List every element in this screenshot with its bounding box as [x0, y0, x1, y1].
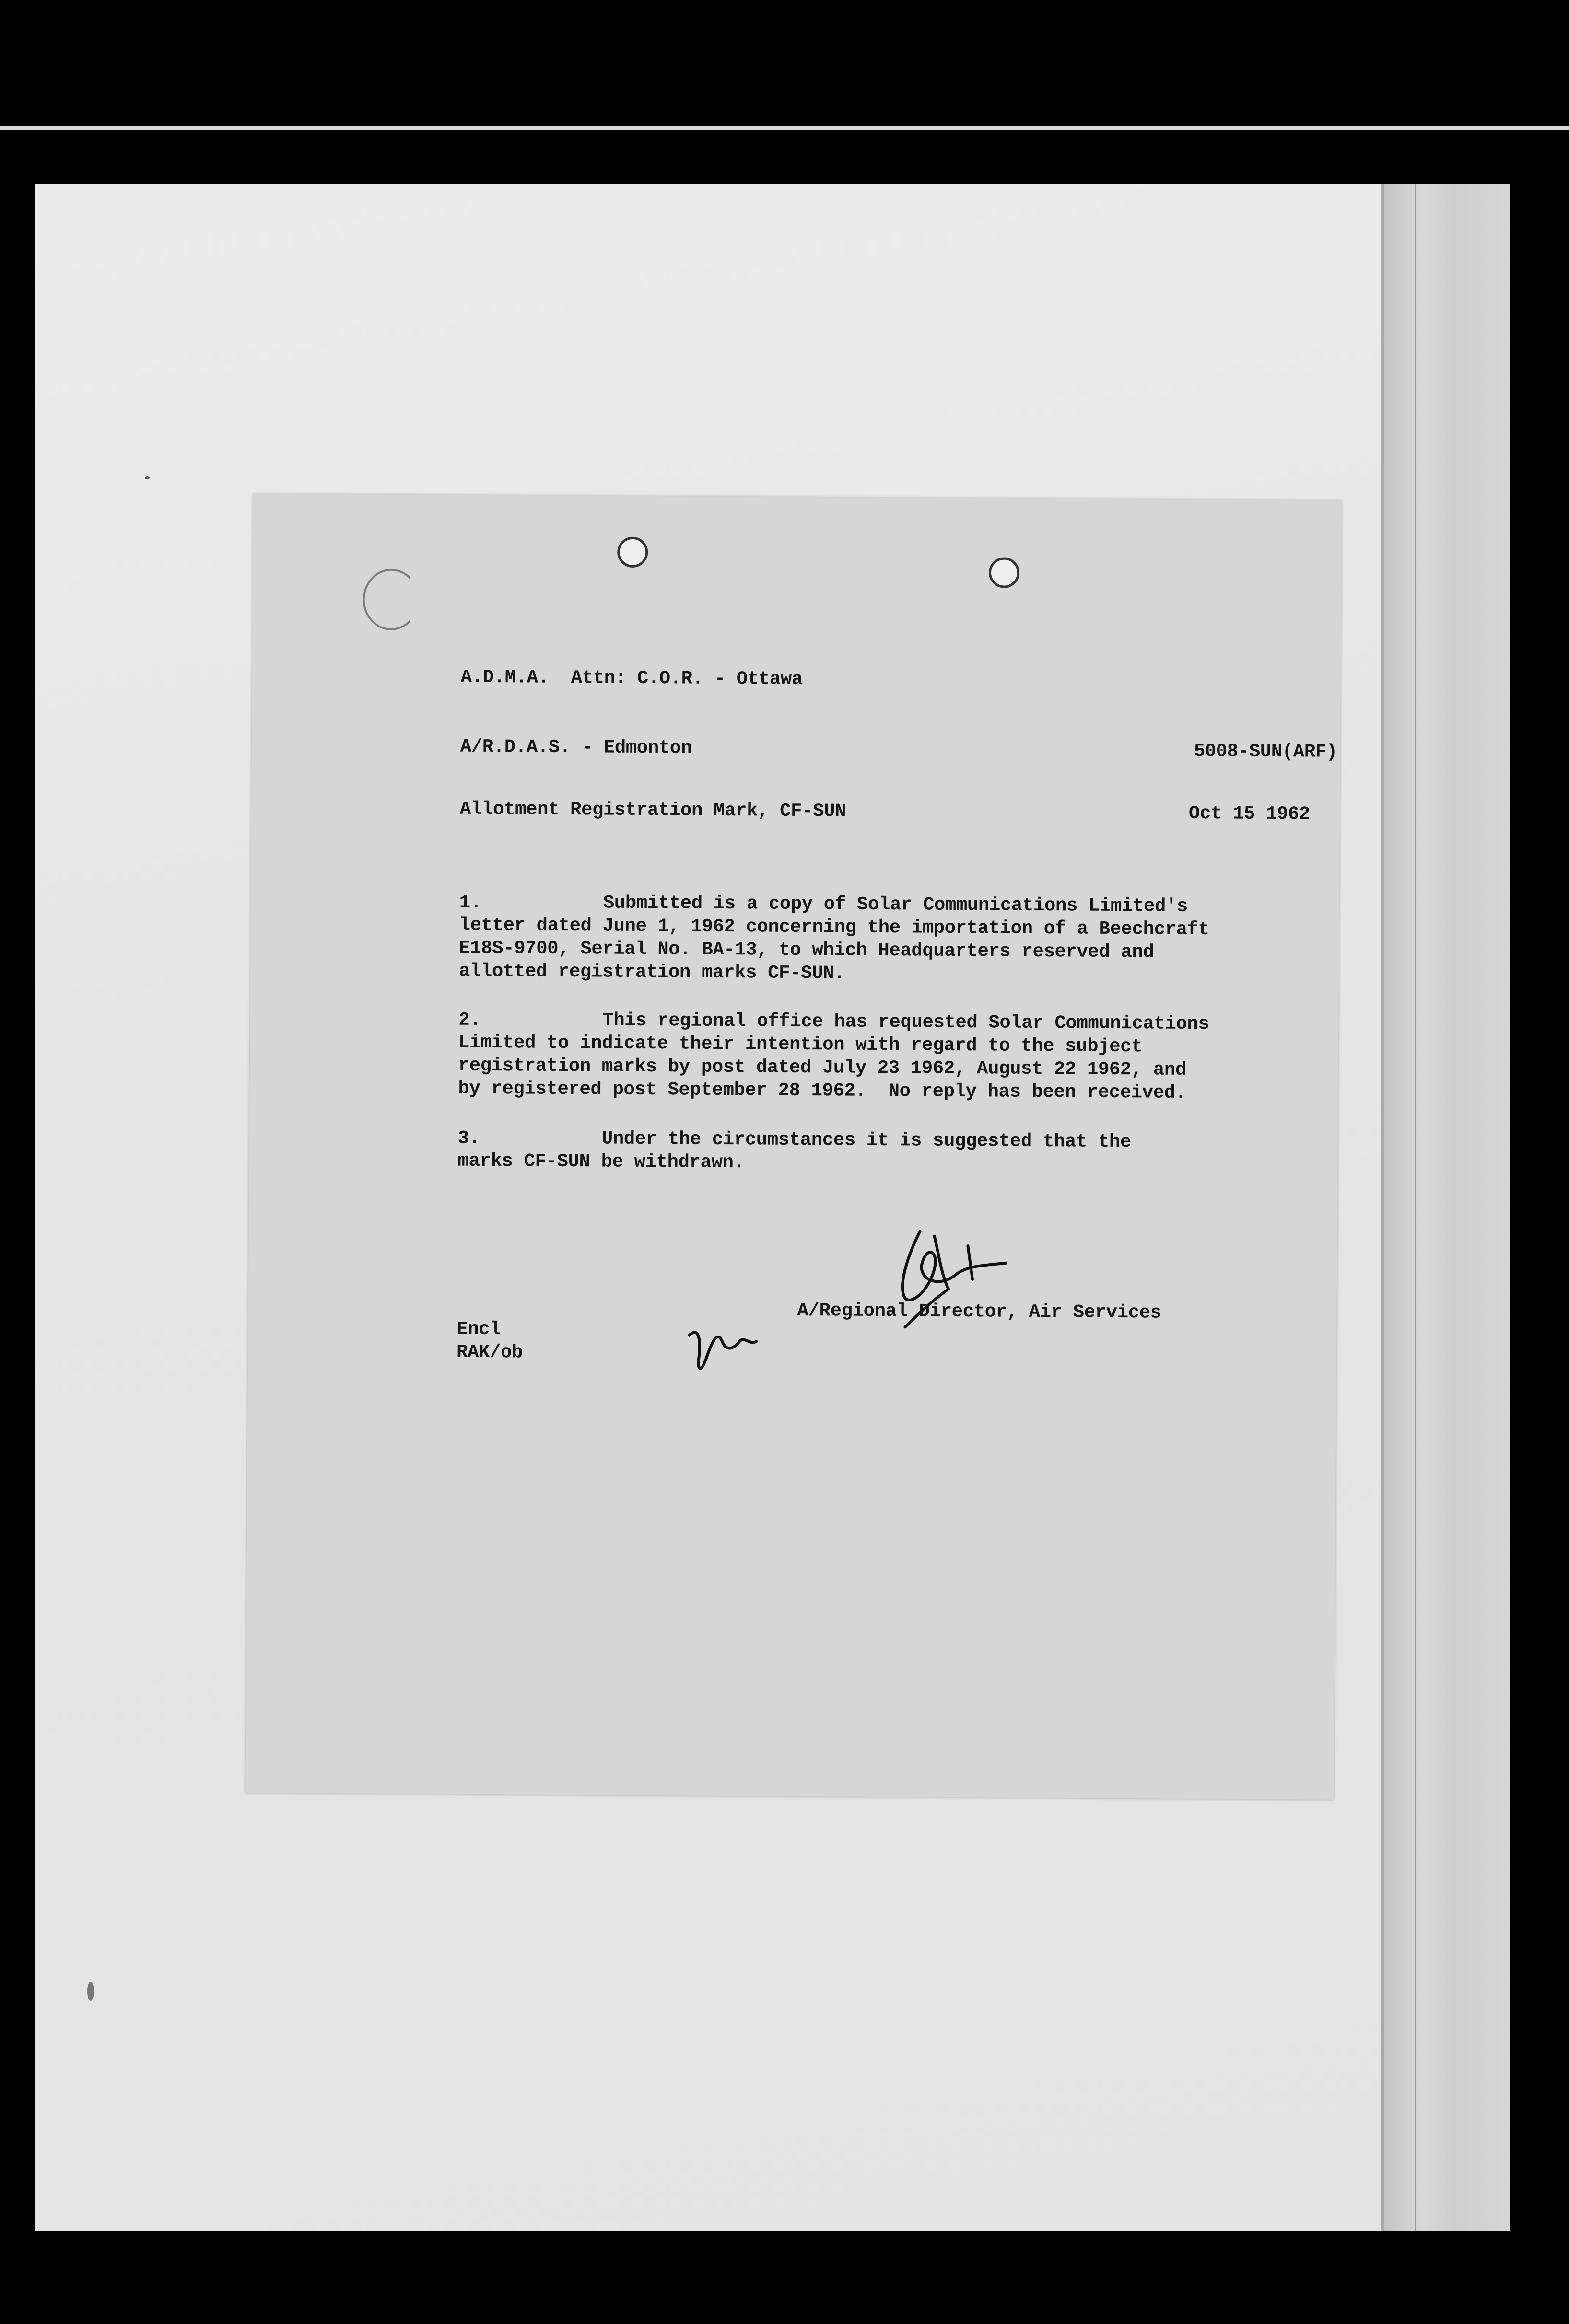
binder-strip — [1381, 184, 1510, 2231]
paragraph-number: 1. — [459, 892, 482, 913]
paragraph-line: by registered post September 28 1962. No reply has been received. — [458, 1078, 1186, 1104]
memo-to-line: A.D.M.A. Attn: C.O.R. - Ottawa — [460, 666, 803, 690]
paragraph-line: Submitted is a copy of Solar Communications Limited's — [603, 892, 1188, 917]
dust-speck — [87, 1982, 94, 2001]
paragraph-line: marks CF-SUN be withdrawn. — [457, 1150, 745, 1174]
memo-from-line: A/R.D.A.S. - Edmonton — [460, 736, 692, 759]
punch-hole — [617, 537, 648, 568]
dust-speck — [145, 476, 150, 479]
paragraph-2 — [458, 1008, 1274, 1105]
paragraph-line: Under the circumstances it is suggested that the — [601, 1128, 1132, 1153]
memo-date: Oct 15 1962 — [1188, 802, 1311, 825]
typist-initials: RAK/ob — [456, 1341, 523, 1363]
ring-stain-mark — [363, 569, 420, 630]
paragraph-line: letter dated June 1, 1962 concerning the importation of a Beechcraft — [459, 914, 1209, 941]
paragraph-number: 3. — [457, 1127, 480, 1149]
memo-subject: Allotment Registration Mark, CF-SUN — [459, 798, 846, 822]
file-reference: 5008-SUN(ARF) — [1194, 740, 1337, 763]
paragraph-line: This regional office has requested Solar Communications — [602, 1010, 1209, 1035]
memo-page — [245, 494, 1342, 1800]
signature-title: A/Regional Director, Air Services — [797, 1300, 1161, 1324]
paragraph-line: Limited to indicate their intention with regard to the subject — [458, 1032, 1143, 1057]
paragraph-line: registration marks by post dated July 23 1962, August 22 1962, and — [458, 1055, 1187, 1081]
paragraph-1 — [459, 891, 1275, 988]
punch-hole — [989, 557, 1019, 588]
paragraph-3 — [457, 1127, 1273, 1177]
binder-edge-line — [1415, 184, 1416, 2231]
film-edge-stripe — [0, 126, 1569, 130]
paragraph-line: E18S-9700, Serial No. BA-13, to which Headquarters reserved and — [459, 937, 1154, 963]
enclosure-note: Encl — [457, 1318, 501, 1340]
paragraph-line: allotted registration marks CF-SUN. — [458, 960, 845, 984]
paragraph-number: 2. — [458, 1009, 481, 1031]
